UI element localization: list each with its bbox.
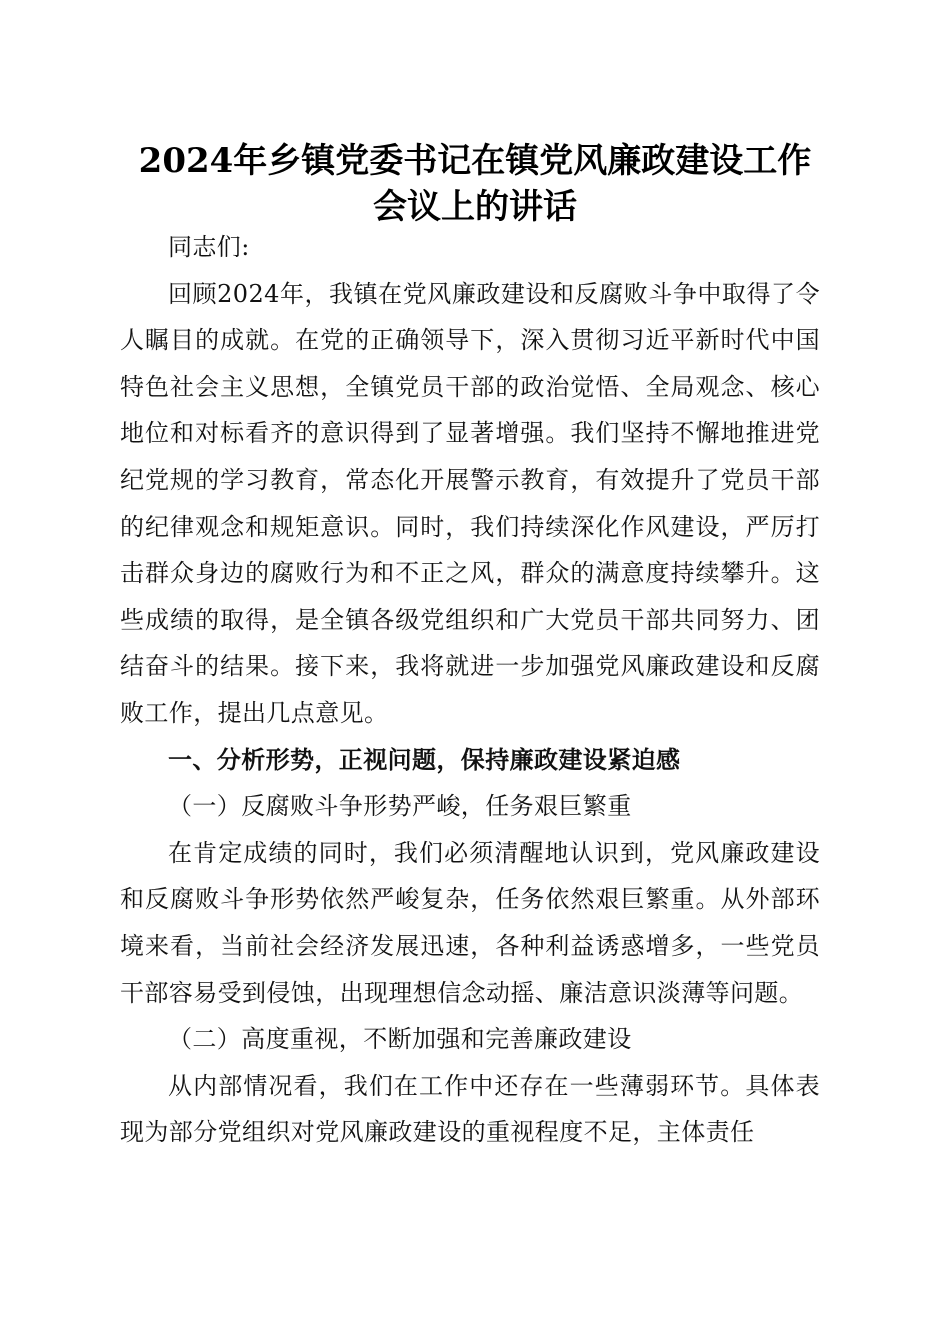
section-1-heading: 一、分析形势，正视问题，保持廉政建设紧迫感 [168, 745, 681, 774]
subsection-2-paragraph: 从内部情况看，我们在工作中还存在一些薄弱环节。具体表现为部分党组织对党风廉政建设的重视程度不足，主体责任 [120, 1071, 820, 1147]
document-body [120, 224, 820, 1156]
greeting: 同志们: [168, 233, 250, 261]
subsection-1-paragraph: 在肯定成绩的同时，我们必须清醒地认识到，党风廉政建设和反腐败斗争形势依然严峻复杂，任务依然艰巨繁重。从外部环境来看，当前社会经济发展迅速，各种利益诱惑增多，一些党员干部容易受到侵蚀，出现理想信念动摇、廉洁意识淡薄等问题。 [120, 838, 820, 1007]
document-title-line-1: 2024年乡镇党委书记在镇党风廉政建设工作 [138, 141, 812, 181]
subsection-2-heading: （二）高度重视，不断加强和完善廉政建设 [168, 1025, 632, 1054]
document-title-line-2: 会议上的讲话 [373, 187, 577, 227]
intro-paragraph: 回顾2024年，我镇在党风廉政建设和反腐败斗争中取得了令人瞩目的成就。在党的正确领导下，深入贯彻习近平新时代中国特色社会主义思想，全镇党员干部的政治觉悟、全局观念、核心地位和对标看齐的意识得到了显著增强。我们坚持不懈地推进党纪党规的学习教育，常态化开展警示教育，有效提升了党员干部的纪律观念和规矩意识。同时，我们持续深化作风建设，严厉打击群众身边的腐败行为和不正之风，群众的满意度持续攀升。这些成绩的取得，是全镇各级党组织和广大党员干部共同努力、团结奋斗的结果。接下来，我将就进一步加强党风廉政建设和反腐败工作，提出几点意见。 [120, 279, 820, 727]
subsection-1-heading: （一）反腐败斗争形势严峻，任务艰巨繁重 [168, 792, 632, 821]
document-title [120, 138, 830, 230]
